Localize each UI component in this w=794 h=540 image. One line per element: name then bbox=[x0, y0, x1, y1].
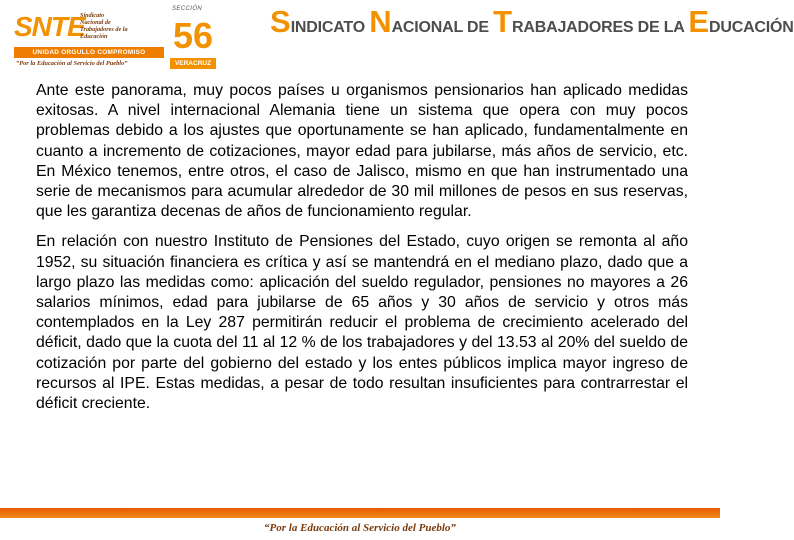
footer-bar bbox=[0, 508, 720, 518]
snte-subtitle-line: Trabajadores de la bbox=[80, 26, 128, 33]
union-name-banner bbox=[270, 4, 794, 40]
snte-subtitle bbox=[80, 12, 170, 40]
banner-initial: E bbox=[688, 4, 709, 39]
snte-subtitle-line: Educación bbox=[80, 33, 108, 40]
snte-logo bbox=[14, 10, 166, 68]
snte-acronym: SNTE bbox=[14, 11, 85, 42]
banner-word: RABAJADORES DE LA bbox=[512, 19, 689, 36]
banner-initial: N bbox=[369, 4, 392, 39]
snte-quote: “Por la Educación al Servicio del Pueblo” bbox=[16, 60, 128, 67]
snte-subtitle-line: Sindicato bbox=[80, 12, 105, 19]
section-state: VERACRUZ bbox=[170, 58, 216, 69]
paragraph: En relación con nuestro Instituto de Pensiones del Estado, cuyo origen se remonta al año 1952, su situación financiera es crítica y así se mantendrá en el mediano plazo, dado que a largo plazo las medidas como: aplicación del sueldo regulador, pensiones no mayores a 26 salarios mínimos, edad para jubilarse de 65 años y 30 años de servicio y otros más contemplados en la Ley 287 permitirán reducir el problema de crecimiento acelerado del déficit, dado que la cuota del 11 al 12 % de los trabajadores y del 13.53 al 20% del sueldo de cotización por parte del gobierno del estado y los entes públicos implica mayor ingreso de recursos al IPE. Estas medidas, a pesar de todo resultan insuficientes para contrarrestar el déficit creciente. bbox=[36, 233, 688, 413]
snte-subtitle-line: Nacional de bbox=[80, 19, 111, 26]
banner-word: DUCACIÓN bbox=[709, 19, 794, 36]
paragraph: Ante este panorama, muy pocos países u organismos pensionarios han aplicado medidas exitosas. A nivel internacional Alemania tiene un sistema que opera con muy pocos problemas debido a los ajustes que oportunamente se han aplicado, fundamentalmente en cuanto a incremento de cotizaciones, mayor edad para jubilarse, más años de servicio, etc. En México tenemos, entre otros, el caso de Jalisco, mismo en que han instrumentado una serie de mecanismos para acumular alrededor de 30 mil millones de pesos en sus reservas, que les garantiza decenas de años de funcionamiento regular. bbox=[36, 82, 688, 221]
banner-word: INDICATO bbox=[290, 19, 370, 36]
section-number: 56 bbox=[172, 15, 214, 56]
section-56-logo bbox=[170, 6, 216, 72]
page-header bbox=[0, 0, 794, 76]
banner-initial: S bbox=[270, 4, 291, 39]
section-label: SECCIÓN bbox=[172, 6, 203, 12]
footer-quote: “Por la Educación al Servicio del Pueblo” bbox=[264, 522, 456, 534]
banner-word: ACIONAL DE bbox=[391, 19, 494, 36]
snte-motto: UNIDAD ORGULLO COMPROMISO bbox=[14, 47, 164, 58]
body-text bbox=[36, 81, 688, 424]
banner-initial: T bbox=[493, 4, 513, 39]
